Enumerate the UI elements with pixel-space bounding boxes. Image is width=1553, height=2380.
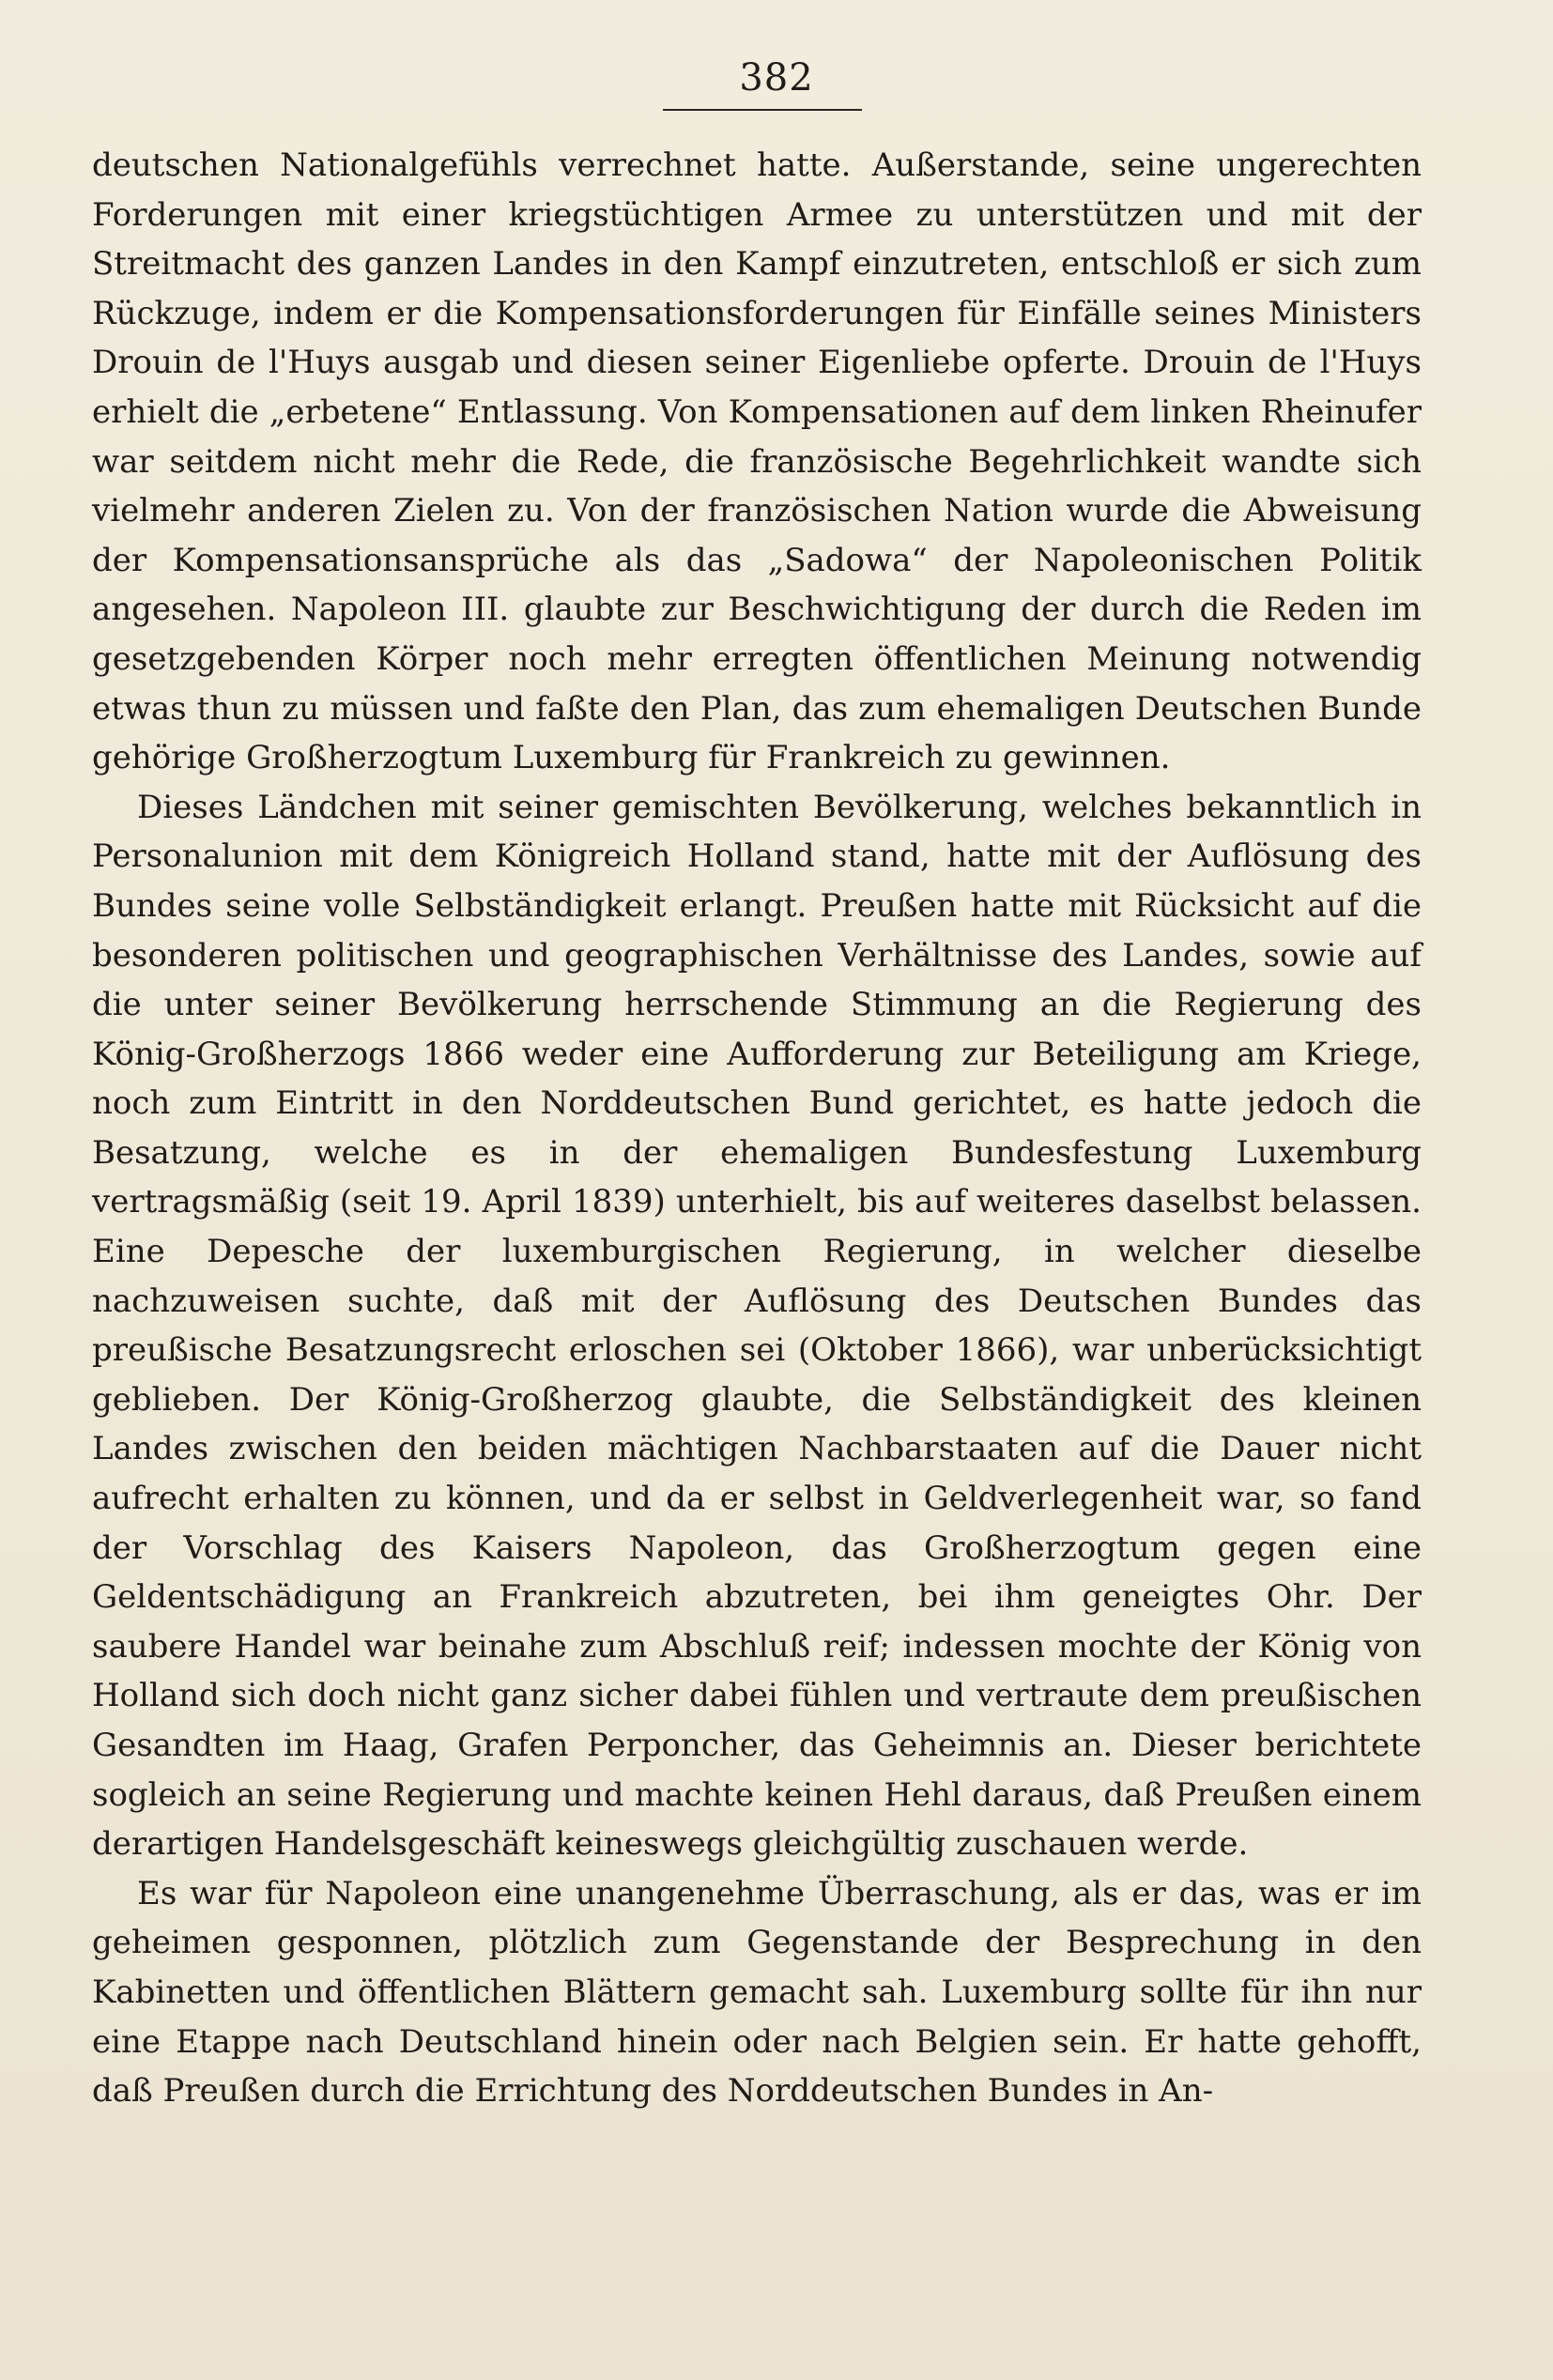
paragraph-3: Es war für Napoleon eine unangenehme Überraschung, als er das, was er im geheimen gesponnen, plötzlich zum Gegenstande der Besprechung in den Kabinetten und öffentlichen Blättern gemacht sah. Luxemburg sollte für ihn nur eine Etappe nach Deutschland hinein oder nach Belgien sein. Er hatte gehofft, daß Preußen durch die Errichtung des Norddeutschen Bundes in An- xyxy=(92,1874,1422,2111)
paragraph-2: Dieses Ländchen mit seiner gemischten Bevölkerung, welches bekanntlich in Personalunion mit dem Königreich Holland stand, hatte mit der Auflösung des Bundes seine volle Selbständigkeit erlangt. Preußen hatte mit Rücksicht auf die besonderen politischen und geographischen Verhältnisse des Landes, sowie auf die unter seiner Bevölkerung herrschende Stimmung an die Regierung des König-Großherzogs 1866 weder eine Aufforderung zur Beteiligung am Kriege, noch zum Eintritt in den Norddeutschen Bund gerichtet, es hatte jedoch die Besatzung, welche es in der ehemaligen Bundesfestung Luxemburg vertragsmäßig (seit 19. April 1839) unterhielt, bis auf weiteres daselbst belassen. Eine Depesche der luxemburgischen Regierung, in welcher dieselbe nachzuweisen suchte, daß mit der Auflösung des Deutschen Bundes das preußische Besatzungsrecht erloschen sei (Oktober 1866), war unberücksichtigt geblieben. Der König-Großherzog glaubte, die Selbständigkeit des kleinen Landes zwischen den beiden mächtigen Nachbarstaaten auf die Dauer nicht aufrecht erhalten zu können, und da er selbst in Geldverlegenheit war, so fand der Vorschlag des Kaisers Napoleon, das Großherzogtum gegen eine Geldentschädigung an Frankreich abzutreten, bei ihm geneigtes Ohr. Der saubere Handel war beinahe zum Abschluß reif; indessen mochte der König von Holland sich doch nicht ganz sicher dabei fühlen und vertraute dem preußischen Gesandten im Haag, Grafen Perponcher, das Geheimnis an. Dieser berichtete sogleich an seine Regierung und machte keinen Hehl daraus, daß Preußen einem derartigen Handelsgeschäft keineswegs gleichgültig zuschauen werde. xyxy=(92,788,1422,1864)
page-number: 382 xyxy=(739,56,814,100)
paragraph-1: deutschen Nationalgefühls verrechnet hatte. Außerstande, seine ungerechten Forderungen mit einer kriegstüchtigen Armee zu unterstützen und mit der Streitmacht des ganzen Landes in den Kampf einzutreten, entschloß er sich zum Rückzuge, indem er die Kompensationsforderungen für Einfälle seines Ministers Drouin de l'Huys ausgab und diesen seiner Eigenliebe opferte. Drouin de l'Huys erhielt die „erbetene“ Entlassung. Von Kompensationen auf dem linken Rheinufer war seitdem nicht mehr die Rede, die französische Begehrlichkeit wandte sich vielmehr anderen Zielen zu. Von der französischen Nation wurde die Abweisung der Kompensationsansprüche als das „Sadowa“ der Napoleonischen Politik angesehen. Napoleon III. glaubte zur Beschwichtigung der durch die Reden im gesetzgebenden Körper noch mehr erregten öffentlichen Meinung notwendig etwas thun zu müssen und faßte den Plan, das zum ehemaligen Deutschen Bunde gehörige Großherzogtum Luxemburg für Frankreich zu gewinnen. xyxy=(92,146,1422,777)
text-body xyxy=(92,141,1422,2116)
header-rule xyxy=(663,109,862,111)
